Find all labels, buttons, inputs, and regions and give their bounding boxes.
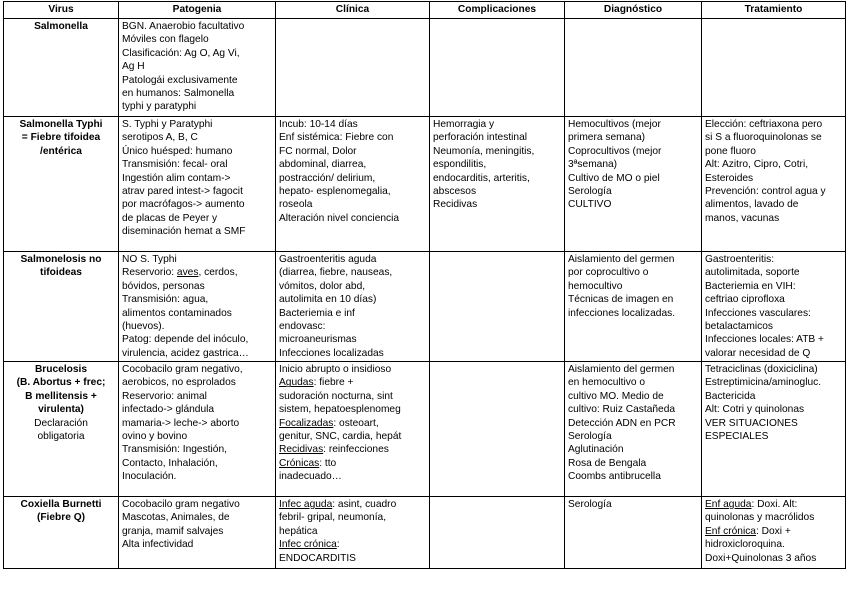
table-row — [4, 252, 846, 362]
cell-line: Prevención: control agua y — [705, 186, 826, 198]
cell-line: Gastroenteritis: — [705, 254, 775, 265]
complicaciones-cell — [430, 19, 565, 117]
header-virus: Virus — [4, 2, 119, 19]
virus-note: Declaración — [34, 417, 88, 429]
cell-line: Enf sistémica: Fiebre con — [279, 132, 394, 144]
diagnostico-cell — [565, 252, 702, 362]
cell-line: BGN. Anaerobio facultativo — [122, 21, 245, 32]
virus-line: virulenta) — [38, 404, 84, 416]
cell-line: granja, mamif salvajes — [122, 525, 224, 537]
cell-line: Aglutinación — [568, 444, 624, 456]
cell-text: : reinfecciones — [323, 444, 389, 456]
cell-line: Único huésped: humano — [122, 145, 233, 157]
virus-line: Salmonella Typhi — [19, 119, 103, 130]
cell-line: (diarrea, fiebre, nauseas, — [279, 267, 393, 279]
cell-line — [705, 525, 842, 538]
cell-line: Aislamiento del germen — [568, 364, 675, 375]
cell-line: alimentos, lavado de — [705, 199, 799, 211]
cell-line: postracción/ delirium, — [279, 172, 376, 184]
cell-line — [122, 266, 272, 279]
cell-line — [705, 498, 842, 511]
document-page — [3, 1, 846, 569]
virus-cell — [4, 252, 119, 362]
cell-line: Hemorragia y — [433, 119, 495, 130]
cell-line: perforación intestinal — [433, 132, 528, 144]
cell-line: Inoculación. — [122, 471, 177, 483]
cell-line: Patologái exclusivamente — [122, 74, 238, 86]
cell-line: alimentos contaminados — [122, 307, 232, 319]
underlined-text: Enf aguda — [705, 499, 752, 510]
cell-line: primera semana) — [568, 132, 645, 144]
cell-line: infecciones localizadas. — [568, 307, 676, 319]
virus-line: /entérica — [40, 145, 82, 157]
cell-line: Infecciones localizadas — [279, 347, 384, 359]
cell-line: roseola — [279, 199, 313, 211]
cell-line: de placas de Peyer y — [122, 212, 218, 224]
cell-line: Alteración nivel conciencia — [279, 212, 400, 224]
tratamiento-cell — [702, 252, 846, 362]
cell-line: hepática — [279, 525, 318, 537]
cell-line: febril- gripal, neumonía, — [279, 512, 387, 524]
cell-line: Transmisión: Ingestión, — [122, 444, 227, 456]
cell-line: diseminación hemat a SMF — [122, 226, 246, 238]
diagnostico-cell — [565, 497, 702, 569]
cell-line: abdominal, diarrea, — [279, 159, 367, 171]
patogenia-cell — [119, 252, 276, 362]
cell-text: : tto — [319, 457, 337, 469]
underlined-text: Agudas — [279, 377, 314, 389]
cell-line: por coprocultivo o — [568, 267, 649, 279]
table-row — [4, 19, 846, 117]
cell-text: : Doxi. Alt: — [751, 499, 798, 510]
underlined-text: Infec crónica — [279, 539, 337, 551]
cell-line: sistem, hepatoesplenomeg — [279, 404, 401, 416]
cell-line: genitur, SNC, cardia, hepát — [279, 431, 402, 443]
virus-line: Salmonelosis no — [20, 254, 102, 265]
cell-line: Inicio abrupto o insidioso — [279, 364, 392, 375]
tratamiento-cell — [702, 362, 846, 497]
cell-line: espondilitis, — [433, 159, 487, 171]
cell-line: Alt: Cotri y quinolonas — [705, 404, 805, 416]
cell-line: valorar necesidad de Q — [705, 347, 811, 359]
header-complicaciones: Complicaciones — [430, 2, 565, 19]
cell-line: Coprocultivos (mejor — [568, 145, 662, 157]
cell-line: Serología — [568, 431, 612, 443]
cell-line: virulencia, acidez gastrica… — [122, 347, 249, 359]
virus-cell — [4, 117, 119, 252]
cell-line: autolimita en 10 días) — [279, 294, 377, 306]
cell-line: Ingestión alim contam-> — [122, 172, 231, 184]
cell-line: NO S. Typhi — [122, 254, 177, 265]
clinica-cell — [276, 117, 430, 252]
table-row — [4, 362, 846, 497]
cell-line: endovasc: — [279, 321, 326, 333]
virus-note: obligatoria — [37, 431, 85, 443]
cell-line: microaneurismas — [279, 334, 357, 346]
cell-line: Alt: Azitro, Cipro, Cotri, — [705, 159, 809, 171]
cell-line: mamaria-> leche-> aborto — [122, 417, 240, 429]
cell-line: quinolonas y macrólidos — [705, 512, 815, 524]
cell-line: Alta infectividad — [122, 539, 194, 551]
cell-line: Ag H — [122, 61, 145, 73]
cell-line: Incub: 10-14 días — [279, 119, 358, 130]
virus-line: Salmonella — [34, 21, 88, 32]
header-diagnostico: Diagnóstico — [565, 2, 702, 19]
cell-line: en hemocultivo o — [568, 377, 646, 389]
cell-line: FC normal, Dolor — [279, 145, 357, 157]
cell-line: Aislamiento del germen — [568, 254, 675, 265]
cell-line: Bacteriemia e inf — [279, 307, 355, 319]
cell-line: 3ªsemana) — [568, 159, 618, 171]
virus-cell — [4, 19, 119, 117]
cell-text: : osteoart, — [333, 417, 379, 429]
cell-line: hemocultivo — [568, 280, 623, 292]
cell-line: (huevos). — [122, 321, 165, 333]
cell-line: aerobicos, no esprolados — [122, 377, 236, 389]
cell-line: Estreptimicina/aminogluc. — [705, 377, 822, 389]
cell-line: cultivo: Ruiz Castañeda — [568, 404, 676, 416]
cell-line — [279, 538, 426, 551]
cell-line: Recidivas — [433, 199, 478, 211]
complicaciones-cell — [430, 117, 565, 252]
diagnostico-cell — [565, 19, 702, 117]
cell-line: Cocobacilo gram negativo, — [122, 364, 243, 375]
cell-line: sudoración nocturna, sint — [279, 390, 393, 402]
header-row — [4, 2, 846, 19]
virus-line: B mellitensis + — [25, 390, 97, 402]
cell-line: hidroxicloroquina. — [705, 539, 785, 551]
cell-line: Cocobacilo gram negativo — [122, 499, 240, 510]
complicaciones-cell — [430, 497, 565, 569]
cell-text: Reservorio: — [122, 267, 177, 279]
cell-line: atrav pared intest-> fagocit — [122, 186, 243, 198]
cell-line: Contacto, Inhalación, — [122, 457, 218, 469]
header-clinica: Clínica — [276, 2, 430, 19]
cell-line: si S a fluoroquinolonas se — [705, 132, 822, 144]
cell-line: hepato- esplenomegalia, — [279, 186, 391, 198]
cell-line — [279, 457, 426, 470]
cell-line: abscesos — [433, 186, 477, 198]
cell-line: Infecciones locales: ATB + — [705, 334, 825, 346]
cell-text: , cerdos, — [198, 267, 238, 279]
tratamiento-cell — [702, 497, 846, 569]
cell-line: Reservorio: animal — [122, 390, 207, 402]
cell-line — [279, 498, 426, 511]
cell-line: Elección: ceftriaxona pero — [705, 119, 823, 130]
cell-line: typhi y paratyphi — [122, 101, 197, 113]
diagnostico-cell — [565, 362, 702, 497]
clinica-cell — [276, 497, 430, 569]
header-patogenia: Patogenia — [119, 2, 276, 19]
patogenia-cell — [119, 117, 276, 252]
cell-line: Clasificación: Ag O, Ag Vi, — [122, 47, 240, 59]
cell-line: Mascotas, Animales, de — [122, 512, 230, 524]
cell-line: Neumonía, meningitis, — [433, 145, 535, 157]
clinica-cell — [276, 252, 430, 362]
cell-line: endocarditis, arteritis, — [433, 172, 530, 184]
cell-line: pone fluoro — [705, 145, 756, 157]
cell-line: cultivo MO. Medio de — [568, 390, 664, 402]
virus-line: (B. Abortus + frec; — [16, 377, 106, 389]
cell-line: autolimitada, soporte — [705, 267, 800, 279]
cell-line: inadecuado… — [279, 471, 342, 483]
infections-table — [3, 1, 846, 569]
table-row — [4, 497, 846, 569]
cell-line: Rosa de Bengala — [568, 457, 647, 469]
cell-line: CULTIVO — [568, 199, 612, 211]
cell-line: Serología — [568, 186, 612, 198]
tratamiento-cell — [702, 19, 846, 117]
underlined-text: Recidivas — [279, 444, 324, 456]
virus-line: Coxiella Burnetti — [20, 499, 102, 510]
cell-line: ENDOCARDITIS — [279, 552, 356, 564]
cell-line: bóvidos, personas — [122, 280, 205, 292]
table-row — [4, 117, 846, 252]
tratamiento-cell — [702, 117, 846, 252]
virus-line: (Fiebre Q) — [36, 512, 86, 524]
cell-line — [279, 417, 426, 430]
cell-line — [279, 443, 426, 456]
virus-cell — [4, 497, 119, 569]
cell-line — [279, 376, 426, 389]
patogenia-cell — [119, 19, 276, 117]
cell-line: Hemocultivos (mejor — [568, 119, 661, 130]
underlined-text: Enf crónica — [705, 525, 756, 537]
cell-line: por macrófagos-> aumento — [122, 199, 245, 211]
virus-line: tifoideas — [40, 267, 82, 279]
cell-line: Transmisión: agua, — [122, 294, 209, 306]
cell-line: Doxi+Quinolonas 3 años — [705, 552, 817, 564]
virus-line: Brucelosis — [34, 364, 88, 375]
cell-line: Cultivo de MO o piel — [568, 172, 660, 184]
cell-line: ESPECIALES — [705, 431, 769, 443]
cell-line: Coombs antibrucella — [568, 471, 661, 483]
cell-line: Tetraciclinas (doxiciclina) — [705, 364, 818, 375]
cell-text: : — [336, 539, 340, 551]
header-tratamiento: Tratamiento — [702, 2, 846, 19]
cell-line: Bacteriemia en VIH: — [705, 280, 796, 292]
diagnostico-cell — [565, 117, 702, 252]
cell-line: serotipos A, B, C — [122, 132, 198, 144]
cell-line: infectado-> glándula — [122, 404, 215, 416]
cell-line: Esteroides — [705, 172, 754, 184]
cell-line: manos, vacunas — [705, 212, 780, 224]
cell-line: VER SITUACIONES — [705, 417, 798, 429]
virus-line: = Fiebre tifoidea — [21, 132, 101, 144]
patogenia-cell — [119, 362, 276, 497]
cell-line: ceftriao ciprofloxa — [705, 294, 785, 306]
underlined-text: Crónicas — [279, 457, 320, 469]
patogenia-cell — [119, 497, 276, 569]
cell-text: : Doxi + — [755, 525, 791, 537]
cell-line: Móviles con flagelo — [122, 34, 209, 46]
cell-line: vómitos, dolor abd, — [279, 280, 366, 292]
complicaciones-cell — [430, 362, 565, 497]
cell-line: S. Typhi y Paratyphi — [122, 119, 213, 130]
cell-line: Patog: depende del inóculo, — [122, 334, 249, 346]
cell-text: : fiebre + — [313, 377, 354, 389]
cell-line: Infecciones vasculares: — [705, 307, 811, 319]
underlined-text: aves — [176, 267, 199, 279]
clinica-cell — [276, 19, 430, 117]
cell-line: Técnicas de imagen en — [568, 294, 674, 306]
cell-line: ovino y bovino — [122, 431, 188, 443]
underlined-text: Focalizadas — [279, 417, 334, 429]
cell-line: Gastroenteritis aguda — [279, 254, 377, 265]
cell-line: Transmisión: fecal- oral — [122, 159, 228, 171]
cell-line: Bactericida — [705, 390, 756, 402]
cell-text: : asint, cuadro — [332, 499, 397, 510]
cell-line: betalactamicos — [705, 321, 773, 333]
cell-line: Serología — [568, 499, 612, 510]
clinica-cell — [276, 362, 430, 497]
cell-line: en humanos: Salmonella — [122, 88, 235, 100]
complicaciones-cell — [430, 252, 565, 362]
virus-cell — [4, 362, 119, 497]
underlined-text: Infec aguda — [279, 499, 333, 510]
cell-line: Detección ADN en PCR — [568, 417, 676, 429]
